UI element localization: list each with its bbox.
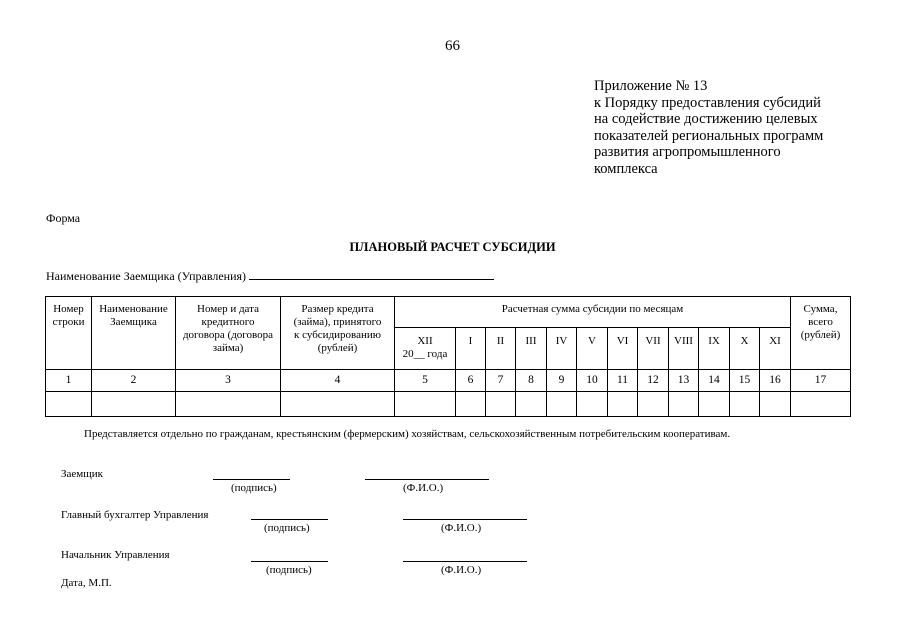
header-month: V [577, 328, 608, 370]
header-credit-size: Размер кредита (займа), принятого к субсидированию (рублей) [281, 297, 395, 370]
header-monthly-group: Расчетная сумма субсидии по месяцам [395, 297, 791, 328]
signature-caption: (подпись) [266, 564, 312, 576]
name-line [403, 561, 527, 562]
column-number: 3 [176, 370, 281, 392]
column-number: 2 [92, 370, 176, 392]
column-number: 5 [395, 370, 456, 392]
empty-data-row [46, 392, 851, 417]
header-month: III [516, 328, 547, 370]
empty-cell [608, 392, 638, 417]
empty-cell [669, 392, 699, 417]
empty-cell [760, 392, 791, 417]
column-number: 7 [486, 370, 516, 392]
empty-cell [92, 392, 176, 417]
empty-cell [46, 392, 92, 417]
header-row-number: Номер строки [46, 297, 92, 370]
signature-line [251, 561, 328, 562]
header-month: IV [547, 328, 577, 370]
document-title: ПЛАНОВЫЙ РАСЧЕТ СУБСИДИИ [349, 240, 556, 254]
column-number: 9 [547, 370, 577, 392]
header-month-xii: XII 20__ года [395, 328, 456, 370]
name-caption: (Ф.И.О.) [403, 482, 444, 494]
appendix-line: на содействие достижению целевых [594, 111, 818, 127]
borrower-name-field [46, 269, 494, 284]
signature-role-head: Начальник Управления [61, 549, 170, 561]
empty-cell [730, 392, 760, 417]
column-number: 15 [730, 370, 760, 392]
name-caption: (Ф.И.О.) [441, 564, 482, 576]
header-month: X [730, 328, 760, 370]
name-line [365, 479, 489, 480]
date-stamp-label: Дата, М.П. [61, 577, 112, 589]
empty-cell [281, 392, 395, 417]
header-month: IX [699, 328, 730, 370]
empty-cell [791, 392, 851, 417]
borrower-name-label: Наименование Заемщика (Управления) [46, 269, 247, 283]
appendix-line: к Порядку предоставления субсидий [594, 94, 821, 111]
header-month: XI [760, 328, 791, 370]
header-month: VIII [669, 328, 699, 370]
empty-cell [456, 392, 486, 417]
form-label: Форма [46, 211, 81, 225]
empty-cell [516, 392, 547, 417]
empty-cell [395, 392, 456, 417]
name-caption: (Ф.И.О.) [441, 522, 482, 534]
empty-cell [547, 392, 577, 417]
signature-caption: (подпись) [264, 522, 310, 534]
subsidy-calc-table [45, 296, 851, 417]
signature-caption: (подпись) [231, 482, 277, 494]
header-borrower-name: Наименование Заемщика [92, 297, 176, 370]
empty-cell [577, 392, 608, 417]
column-number: 10 [577, 370, 608, 392]
signature-line [213, 479, 290, 480]
column-number: 4 [281, 370, 395, 392]
header-total: Сумма, всего (рублей) [791, 297, 851, 370]
column-number: 1 [46, 370, 92, 392]
borrower-name-blank [249, 269, 494, 280]
appendix-line: показателей региональных программ [594, 127, 824, 144]
column-number: 13 [669, 370, 699, 392]
header-contract: Номер и дата кредитного договора (договора займа) [176, 297, 281, 370]
column-number: 11 [608, 370, 638, 392]
header-month: II [486, 328, 516, 370]
header-month: VII [638, 328, 669, 370]
empty-cell [176, 392, 281, 417]
empty-cell [486, 392, 516, 417]
column-number: 6 [456, 370, 486, 392]
header-month: I [456, 328, 486, 370]
header-month: VI [608, 328, 638, 370]
page-number: 66 [445, 38, 460, 54]
column-number: 12 [638, 370, 669, 392]
appendix-line: комплекса [594, 160, 658, 177]
appendix-line: развития агропромышленного [594, 144, 781, 160]
submission-note: Представляется отдельно по гражданам, крестьянским (фермерским) хозяйствам, сельскохозяйственным потребительским кооперативам. [84, 428, 731, 440]
signature-role-borrower: Заемщик [61, 468, 103, 480]
column-number: 16 [760, 370, 791, 392]
empty-cell [699, 392, 730, 417]
signature-role-chief-accountant: Главный бухгалтер Управления [61, 509, 209, 521]
appendix-line: Приложение № 13 [594, 78, 708, 94]
column-number: 17 [791, 370, 851, 392]
name-line [403, 519, 527, 520]
signature-line [251, 519, 328, 520]
column-number: 14 [699, 370, 730, 392]
empty-cell [638, 392, 669, 417]
appendix-header [594, 78, 823, 177]
column-number: 8 [516, 370, 547, 392]
